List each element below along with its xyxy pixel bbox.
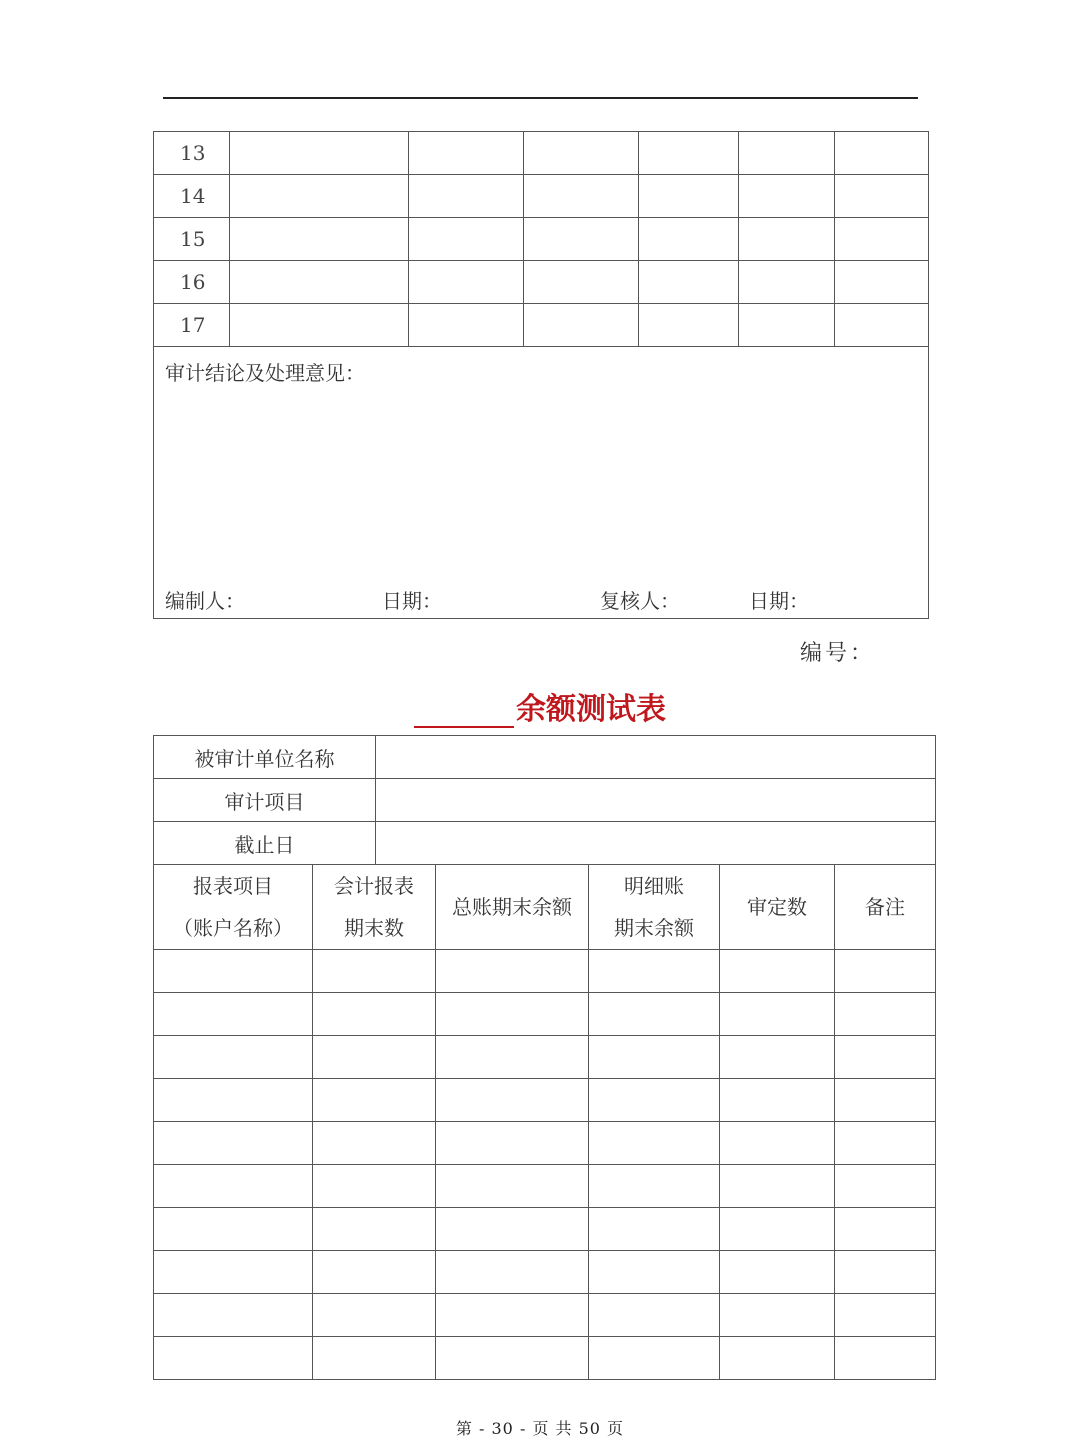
table-cell[interactable] — [589, 1079, 720, 1122]
table-cell[interactable] — [436, 1036, 589, 1079]
table-cell[interactable] — [589, 1251, 720, 1294]
row-number: 14 — [154, 175, 230, 218]
table-cell[interactable] — [230, 304, 409, 347]
table-row — [154, 1251, 936, 1294]
table-cell[interactable] — [436, 1165, 589, 1208]
col-header-report-amount — [313, 865, 436, 950]
table-cell[interactable] — [154, 1165, 313, 1208]
table-cell[interactable] — [154, 993, 313, 1036]
table-cell[interactable] — [436, 950, 589, 993]
table-cell[interactable] — [639, 132, 739, 175]
table-cell[interactable] — [154, 1337, 313, 1380]
table-cell[interactable] — [835, 132, 929, 175]
table-cell[interactable] — [436, 1208, 589, 1251]
table-cell[interactable] — [589, 1122, 720, 1165]
table-cell[interactable] — [639, 304, 739, 347]
table-cell[interactable] — [720, 1294, 835, 1337]
reviewer-label: 复核人： — [600, 589, 680, 613]
table-cell[interactable] — [230, 261, 409, 304]
table-cell[interactable] — [835, 1165, 936, 1208]
col-header-remarks: 备注 — [835, 865, 936, 950]
table-cell[interactable] — [835, 1337, 936, 1380]
table-cell[interactable] — [436, 1294, 589, 1337]
table-row — [154, 218, 929, 261]
table-cell[interactable] — [524, 218, 639, 261]
serial-number-label: 编号： — [800, 641, 876, 666]
table-cell[interactable] — [313, 1122, 436, 1165]
conclusion-box[interactable] — [154, 347, 929, 619]
row-number: 13 — [154, 132, 230, 175]
cutoff-date-row — [154, 822, 936, 865]
audit-item-row — [154, 779, 936, 822]
table-cell[interactable] — [835, 175, 929, 218]
col-header-detail-balance-line2: 期末余额 — [614, 916, 694, 940]
table-cell[interactable] — [589, 1036, 720, 1079]
table-cell[interactable] — [739, 132, 835, 175]
table-cell[interactable] — [230, 218, 409, 261]
table-row — [154, 950, 936, 993]
table-cell[interactable] — [524, 304, 639, 347]
col-header-detail-balance — [589, 865, 720, 950]
table-cell[interactable] — [154, 1208, 313, 1251]
table-cell[interactable] — [639, 261, 739, 304]
cutoff-date-value[interactable] — [376, 822, 936, 865]
audited-unit-label: 被审计单位名称 — [154, 736, 376, 779]
table-cell[interactable] — [409, 132, 524, 175]
col-header-report-amount-line1: 会计报表 — [334, 874, 414, 898]
table-cell[interactable] — [313, 1251, 436, 1294]
table-cell[interactable] — [835, 1294, 936, 1337]
audited-unit-row — [154, 736, 936, 779]
table-cell[interactable] — [409, 261, 524, 304]
row-number: 17 — [154, 304, 230, 347]
table-cell[interactable] — [230, 175, 409, 218]
table-cell[interactable] — [835, 304, 929, 347]
table-cell[interactable] — [835, 1122, 936, 1165]
table-cell[interactable] — [313, 950, 436, 993]
table-cell[interactable] — [739, 175, 835, 218]
table-cell[interactable] — [739, 261, 835, 304]
table-cell[interactable] — [589, 1337, 720, 1380]
table-cell[interactable] — [313, 1165, 436, 1208]
title-blank-underline[interactable] — [414, 694, 514, 728]
table-cell[interactable] — [720, 1337, 835, 1380]
form-title — [0, 684, 1080, 728]
table-cell[interactable] — [720, 993, 835, 1036]
table-cell[interactable] — [313, 993, 436, 1036]
conclusion-row — [154, 347, 929, 619]
table-row — [154, 993, 936, 1036]
table-cell[interactable] — [720, 1036, 835, 1079]
table-cell[interactable] — [835, 1208, 936, 1251]
table-cell[interactable] — [436, 1337, 589, 1380]
table-cell[interactable] — [835, 950, 936, 993]
table-cell[interactable] — [835, 1251, 936, 1294]
col-header-detail-balance-line1: 明细账 — [624, 874, 684, 898]
table-cell[interactable] — [409, 175, 524, 218]
conclusion-label: 审计结论及处理意见： — [165, 361, 365, 385]
table-cell[interactable] — [589, 950, 720, 993]
audited-unit-value[interactable] — [376, 736, 936, 779]
table-cell[interactable] — [313, 1337, 436, 1380]
table-cell[interactable] — [154, 1079, 313, 1122]
balance-test-table — [153, 735, 936, 1380]
date-label-reviewer: 日期： — [749, 589, 809, 613]
blank-rows — [154, 950, 936, 1380]
table-cell[interactable] — [720, 1079, 835, 1122]
table-cell[interactable] — [313, 1079, 436, 1122]
table-cell[interactable] — [835, 993, 936, 1036]
audit-item-label: 审计项目 — [154, 779, 376, 822]
table-cell[interactable] — [436, 1122, 589, 1165]
table-cell[interactable] — [154, 1251, 313, 1294]
table-cell[interactable] — [154, 950, 313, 993]
table-cell[interactable] — [589, 1208, 720, 1251]
table-row — [154, 304, 929, 347]
table-row — [154, 1122, 936, 1165]
form-title-text: 余额测试表 — [516, 692, 666, 727]
table-cell[interactable] — [436, 1251, 589, 1294]
col-header-report-item — [154, 865, 313, 950]
table-cell[interactable] — [835, 1036, 936, 1079]
col-header-report-item-line1: 报表项目 — [193, 874, 273, 898]
table-cell[interactable] — [313, 1208, 436, 1251]
table-cell[interactable] — [154, 1036, 313, 1079]
table-cell[interactable] — [835, 1079, 936, 1122]
col-header-report-amount-line2: 期末数 — [344, 916, 404, 940]
row-number: 16 — [154, 261, 230, 304]
table-cell[interactable] — [409, 304, 524, 347]
table-cell[interactable] — [639, 175, 739, 218]
col-header-report-item-line2: （账户名称） — [173, 916, 293, 940]
table-row — [154, 261, 929, 304]
table-cell[interactable] — [720, 1165, 835, 1208]
table-cell[interactable] — [154, 1122, 313, 1165]
row-number: 15 — [154, 218, 230, 261]
col-header-ledger-balance: 总账期末余额 — [436, 865, 589, 950]
table-cell[interactable] — [739, 218, 835, 261]
table-cell[interactable] — [436, 993, 589, 1036]
table-cell[interactable] — [524, 261, 639, 304]
table-cell[interactable] — [589, 1165, 720, 1208]
table-cell[interactable] — [720, 950, 835, 993]
table-cell[interactable] — [720, 1251, 835, 1294]
table-row — [154, 1079, 936, 1122]
table-row — [154, 1165, 936, 1208]
table-row — [154, 1294, 936, 1337]
table-cell[interactable] — [436, 1079, 589, 1122]
header-rule — [163, 97, 918, 99]
table-cell[interactable] — [409, 218, 524, 261]
date-label-preparer: 日期： — [382, 589, 442, 613]
table-cell[interactable] — [313, 1036, 436, 1079]
table-cell[interactable] — [313, 1294, 436, 1337]
table-row — [154, 132, 929, 175]
column-header-row — [154, 865, 936, 950]
table-cell[interactable] — [835, 261, 929, 304]
table-row — [154, 1337, 936, 1380]
table-cell[interactable] — [589, 1294, 720, 1337]
table-cell[interactable] — [835, 218, 929, 261]
page-footer: 第 - 30 - 页 共 50 页 — [455, 1419, 625, 1438]
table-cell[interactable] — [154, 1294, 313, 1337]
table-row — [154, 1036, 936, 1079]
table-cell[interactable] — [524, 132, 639, 175]
detail-table-continued — [153, 131, 929, 619]
table-cell[interactable] — [230, 132, 409, 175]
table-cell[interactable] — [720, 1122, 835, 1165]
table-cell[interactable] — [524, 175, 639, 218]
table-cell[interactable] — [639, 218, 739, 261]
col-header-audited-amount: 审定数 — [720, 865, 835, 950]
cutoff-date-label: 截止日 — [154, 822, 376, 865]
audit-item-value[interactable] — [376, 779, 936, 822]
table-cell[interactable] — [739, 304, 835, 347]
table-row — [154, 175, 929, 218]
table-cell[interactable] — [589, 993, 720, 1036]
preparer-label: 编制人： — [165, 589, 245, 613]
table-row — [154, 1208, 936, 1251]
table-cell[interactable] — [720, 1208, 835, 1251]
